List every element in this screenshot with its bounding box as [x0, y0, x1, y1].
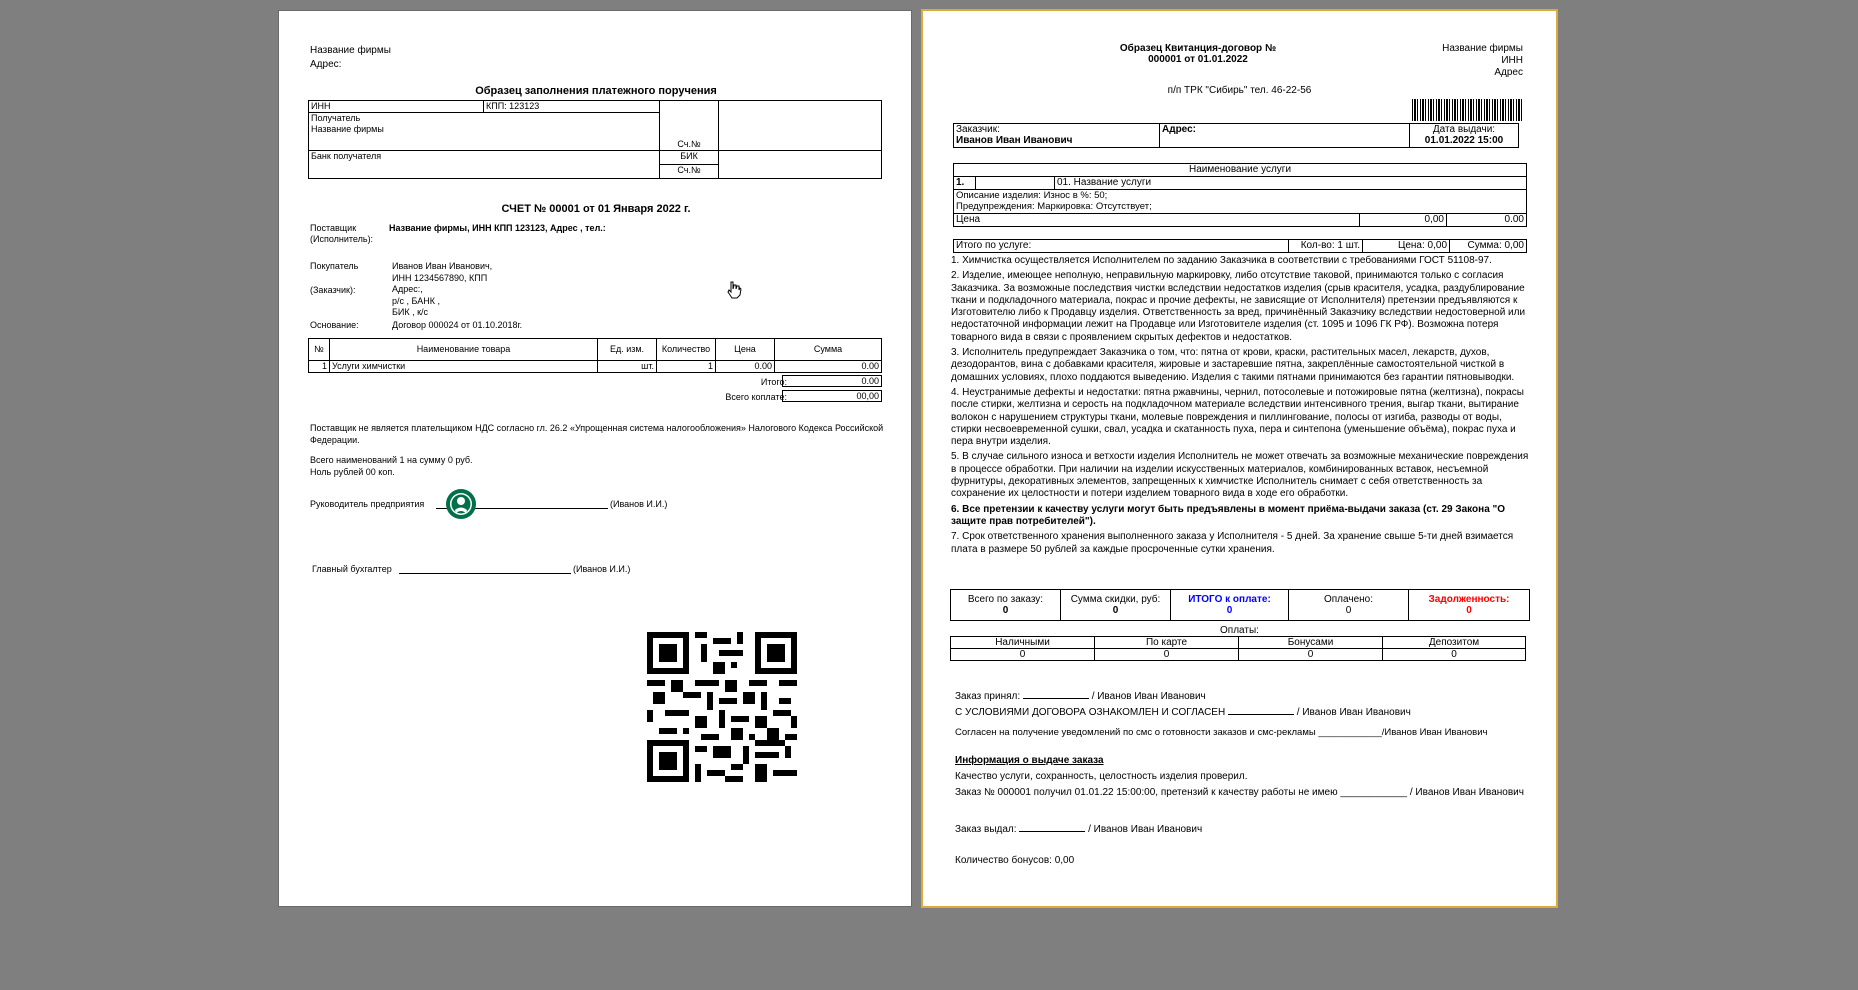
receipt-title-2: 000001 от 01.01.2022 — [1148, 54, 1248, 65]
goods-table — [308, 338, 882, 373]
receipt-contact: п/п ТРК "Сибирь" тел. 46-22-56 — [1167, 85, 1312, 96]
pp-inn: ИНН — [309, 101, 484, 113]
address-cell: Адрес: — [1160, 124, 1410, 148]
summary-to-pay: ИТОГО к оплате: 0 — [1171, 590, 1289, 621]
invoice-title: СЧЕТ № 00001 от 01 Января 2022 г. — [501, 203, 691, 215]
supplier-label: Поставщик — [310, 223, 357, 233]
pp-account-1: Сч.№ — [660, 113, 719, 151]
pp-kpp: КПП: 123123 — [484, 101, 660, 113]
service-table — [953, 163, 1527, 227]
count-line: Всего наименований 1 на сумму 0 руб. — [310, 455, 473, 465]
term-2: 2. Изделие, имеющее неполную, неправильную маркировку, либо отсутствие таковой, принимаются только с согласия Заказчика. За возможные последствия чистки вследствии недостатков изделия (срыв красителя, усадка, раздублирование ткани и подкладочного материала, покрас и прочие дефекты, не зависящие от Исполнителя) претензии предъявляются к Изготовителю либо к Продавцу изделия. Ответственность за вред, причинённый Заказчику вследствии недостоверной или недостаточной информации лежит на Продавце или Изготовителе изделия (ст. 1095 и 1096 ГК РФ). Возможна потеря товарного вида в связи с проявлением скрытых дефектов и недостатков. — [951, 270, 1526, 343]
summary-debt: Задолженность: 0 — [1409, 590, 1530, 621]
buyer-label-2: (Заказчик): — [310, 285, 356, 295]
issue-info-title: Информация о выдаче заказа — [955, 755, 1104, 766]
sms-consent: Согласен на получение уведомлений по смс о готовности заказов и смс-рекламы ____________/Иванов Иван Иванович — [955, 727, 1488, 738]
accepted-line: Заказ принял: / Иванов Иван Иванович — [955, 691, 1206, 702]
agreement-line: С УСЛОВИЯМИ ДОГОВОРА ОЗНАКОМЛЕН И СОГЛАСЕН / Иванов Иван Иванович — [955, 707, 1411, 718]
receipt-company: Название фирмы — [1442, 43, 1523, 54]
term-3: 3. Исполнитель предупреждает Заказчика о том, что: пятна от крови, краски, растительных масел, лекарств, духов, дезодорантов, вина с добавками красителя, жировые и застаревшие пятна, закреплённые самостоятельной чисткой в домашних условиях, плохо поддаются выведению. Изделия с такими пятнами принимаются без гарантии пятновыводки. — [951, 347, 1515, 383]
director-label: Руководитель предприятия — [310, 499, 425, 509]
supplier-value: Название фирмы, ИНН КПП 123123, Адрес , тел.: — [389, 223, 606, 233]
basis-value: Договор 000024 от 01.10.2018г. — [392, 320, 523, 330]
buyer-label: Покупатель — [310, 261, 359, 271]
issue-date-cell: Дата выдачи: 01.01.2022 15:00 — [1410, 124, 1519, 148]
pp-bik: БИК — [660, 151, 719, 165]
service-price: Цена: 0,00 — [1363, 240, 1450, 253]
service-qty: Кол-во: 1 шт. — [1289, 240, 1363, 253]
payment-cash: Наличными — [951, 637, 1095, 649]
payments-table — [950, 636, 1526, 661]
payment-title: Образец заполнения платежного поручения — [475, 85, 717, 97]
table-row: 0 0 0 0 — [951, 649, 1526, 661]
hand-cursor-icon — [726, 281, 742, 299]
summary-table — [950, 589, 1530, 621]
col-num: № — [309, 339, 330, 361]
col-sum: Сумма — [775, 339, 882, 361]
qr-code-icon — [647, 632, 797, 782]
customer-table — [953, 123, 1519, 148]
summary-discount: Сумма скидки, руб: 0 — [1061, 590, 1171, 621]
received-statement: Заказ № 000001 получил 01.01.22 15:00:00, претензий к качеству работы не имею ____________ / Иванов Иван Иванович — [955, 787, 1524, 798]
accountant-signature-line — [399, 573, 571, 574]
summary-paid: Оплачено: 0 — [1289, 590, 1409, 621]
price-row: Цена 0,00 0.00 — [954, 214, 1527, 227]
barcode-icon — [1412, 99, 1524, 121]
receipt-page — [921, 9, 1558, 908]
payment-deposit: Депозитом — [1383, 637, 1526, 649]
term-4: 4. Неустранимые дефекты и недостатки: пятна ржавчины, чернил, потосолевые и потожировые пятна (желтизна), покрасы после стирки, желтизна и серость на подкладочном материале вследствии интенсивного трения, выгар ткани, вытирание волокон с нарушением структуры ткани, молевые повреждения и пиллингование, полосы от изгиба, разводы от воды, стирки несвоевременной сушки, свал, усадка и скатанность пуха, пера и синтепона (уменьшение объёма), покрас пуха и пера внутри изделия. — [951, 386, 1524, 448]
item-description: Описание изделия: Износ в %: 50; Предупреждения: Маркировка: Отсутствует; — [954, 190, 1527, 214]
payments-title: Оплаты: — [1220, 625, 1259, 636]
accountant-name: (Иванов И.И.) — [573, 564, 631, 574]
pay-value: 00,00 — [782, 390, 882, 402]
issued-line: Заказ выдал: / Иванов Иван Иванович — [955, 824, 1203, 835]
table-row: 1 Услуги химчистки шт. 1 0.00 0.00 — [309, 361, 882, 373]
term-1: 1. Химчистка осуществляется Исполнителем по заданию Заказчика в соответствии с требованиями ГОСТ 51108-97. — [951, 255, 1492, 266]
payment-order-table — [308, 100, 882, 179]
col-price: Цена — [716, 339, 775, 361]
amount-words: Ноль рублей 00 коп. — [310, 467, 395, 477]
supplier-label-2: (Исполнитель): — [310, 234, 374, 244]
customer-cell: Заказчик: Иванов Иван Иванович — [954, 124, 1160, 148]
quality-check: Качество услуги, сохранность, целостность изделия проверил. — [955, 771, 1248, 782]
total-value: 0.00 — [782, 375, 882, 387]
term-6: 6. Все претензии к качеству услуги могут быть предъявлены в момент приёма-выдачи заказа (ст. 29 Закона "О защите прав потребителей"). — [951, 503, 1506, 527]
payment-card: По карте — [1095, 637, 1239, 649]
invoice-page — [278, 10, 912, 907]
payment-bonus: Бонусами — [1239, 637, 1383, 649]
service-header: Наименование услуги — [954, 164, 1527, 177]
summary-total: Всего по заказу: 0 — [951, 590, 1061, 621]
pp-account-2: Сч.№ — [660, 165, 719, 179]
col-name: Наименование товара — [330, 339, 598, 361]
term-7: 7. Срок ответственного хранения выполненного заказа у Исполнителя - 5 дней. За хранение свыше 5-ти дней взимается плата в размере 50 рублей за каждые просроченные сутки хранения. — [951, 531, 1514, 555]
director-name: (Иванов И.И.) — [610, 499, 668, 509]
company-address: Адрес: — [310, 59, 342, 70]
service-total-label: Итого по услуге: — [954, 240, 1289, 253]
pay-label: Всего коплате: — [725, 392, 787, 402]
receipt-title-1: Образец Квитанция-договор № — [1119, 43, 1277, 54]
pp-recipient: Получатель Название фирмы — [309, 113, 660, 151]
buyer-details: Иванов Иван Иванович, ИНН 1234567890, КПП Адрес:, р/с , БАНК , БИК , к/с — [392, 261, 493, 317]
stamp-logo-icon — [445, 488, 477, 520]
col-qty: Количество — [657, 339, 716, 361]
service-sum: Сумма: 0,00 — [1450, 240, 1527, 253]
vat-note: Поставщик не является плательщиком НДС согласно гл. 26.2 «Упрощенная система налогообложения» Налогового Кодекса Российской Федерации. — [310, 423, 884, 445]
accountant-label: Главный бухгалтер — [312, 564, 392, 574]
total-label: Итого: — [760, 377, 787, 387]
service-total-table — [953, 239, 1527, 253]
receipt-inn: ИНН — [1501, 55, 1523, 66]
contract-terms — [951, 255, 1531, 556]
term-5: 5. В случае сильного износа и ветхости изделия Исполнитель не может отвечать за возможные механические повреждения в процессе обработки. При наличии на изделии искусственных материалов, комбинированных вставок, несъемной фурнитуры, декоративных элементов, запрещенных к химчистке Исполнитель снимает с себя ответственность за сохранение их целостности и потери изделием товарного вида в ходе его обработки. — [951, 451, 1529, 500]
basis-label: Основание: — [310, 320, 359, 330]
pp-bank: Банк получателя — [309, 151, 660, 179]
company-name: Название фирмы — [310, 45, 391, 56]
bonus-count: Количество бонусов: 0,00 — [955, 855, 1075, 866]
col-unit: Ед. изм. — [598, 339, 657, 361]
table-row: 1. 01. Название услуги — [954, 177, 1527, 190]
receipt-address: Адрес — [1494, 67, 1523, 78]
